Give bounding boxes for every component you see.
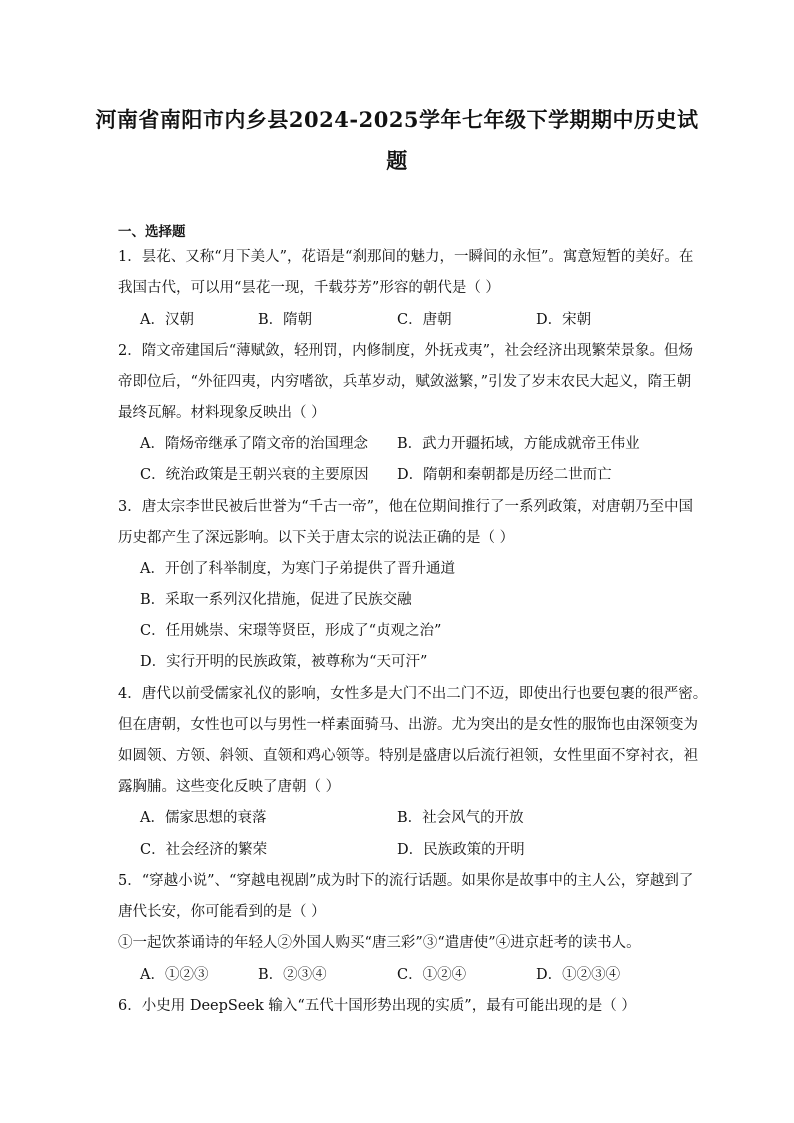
section-heading: 一、选择题 [118, 224, 186, 240]
q3-option-b: B．采取一系列汉化措施，促进了民族交融 [140, 592, 412, 608]
q5-option-c: C．①②④ [397, 967, 467, 983]
q6-stem-line-1: 6．小史用 DeepSeek 输入“五代十国形势出现的实质”，最有可能出现的是（ ） [118, 998, 636, 1014]
q2-stem-line-2: 帝即位后，“外征四夷，内穷嗜欲，兵革岁动，赋敛滋繁，”引发了岁末农民大起义，隋王朝 [118, 374, 692, 390]
q4-option-d: D．民族政策的开明 [397, 842, 525, 858]
q3-option-a: A．开创了科举制度，为寒门子弟提供了晋升通道 [140, 561, 455, 577]
q2-option-b: B．武力开疆拓域，方能成就帝王伟业 [397, 436, 640, 452]
exam-title-line-1: 河南省南阳市内乡县2024-2025学年七年级下学期期中历史试 [95, 107, 699, 132]
q4-option-c: C．社会经济的繁荣 [140, 842, 268, 858]
q1-stem-line-1: 1．昙花、又称“月下美人”，花语是“刹那间的魅力，一瞬间的永恒”。寓意短暂的美好。在 [118, 249, 694, 265]
q5-option-d: D．①②③④ [536, 967, 621, 983]
q4-option-b: B．社会风气的开放 [397, 810, 524, 826]
q5-stem-line-3: ①一起饮茶诵诗的年轻人②外国人购买“唐三彩”③“遣唐使”④进京赶考的读书人。 [118, 935, 641, 951]
q3-stem-line-1: 3．唐太宗李世民被后世誉为“千古一帝”，他在位期间推行了一系列政策，对唐朝乃至中国 [118, 499, 694, 515]
q4-stem-line-1: 4．唐代以前受儒家礼仪的影响，女性多是大门不出二门不迈，即使出行也要包裹的很严密。 [118, 686, 708, 702]
q3-stem-line-2: 历史都产生了深远影响。以下关于唐太宗的说法正确的是（ ） [118, 530, 515, 546]
q1-option-b: B．隋朝 [258, 312, 313, 328]
q4-stem-line-3: 如圆领、方领、斜领、直领和鸡心领等。特别是盛唐以后流行袒领，女性里面不穿衬衣，袒 [118, 748, 698, 764]
exam-title-line-2: 题 [386, 148, 408, 173]
q5-stem-line-2: 唐代长安，你可能看到的是（ ） [118, 904, 326, 920]
q1-option-d: D．宋朝 [536, 312, 592, 328]
q4-stem-line-4: 露胸脯。这些变化反映了唐朝（ ） [118, 779, 341, 795]
q5-option-b: B．②③④ [258, 967, 327, 983]
q2-stem-line-1: 2．隋文帝建国后“薄赋敛，轻刑罚，内修制度，外抚戎夷”，社会经济出现繁荣景象。但炀 [118, 343, 694, 359]
q2-option-d: D．隋朝和秦朝都是历经二世而亡 [397, 467, 612, 483]
q4-stem-line-2: 但在唐朝，女性也可以与男性一样素面骑马、出游。尤为突出的是女性的服饰也由深领变为 [118, 717, 698, 733]
q5-option-a: A．①②③ [140, 967, 209, 983]
q2-option-a: A．隋炀帝继承了隋文帝的治国理念 [140, 436, 368, 452]
q3-option-d: D．实行开明的民族政策，被尊称为“天可汗” [140, 654, 428, 670]
q4-option-a: A．儒家思想的衰落 [140, 810, 267, 826]
q2-option-c: C．统治政策是王朝兴衰的主要原因 [140, 467, 369, 483]
q1-option-c: C．唐朝 [397, 312, 452, 328]
q5-stem-line-1: 5．“穿越小说”、“穿越电视剧”成为时下的流行话题。如果你是故事中的主人公，穿越到了 [118, 873, 694, 889]
q3-option-c: C．任用姚崇、宋璟等贤臣，形成了“贞观之治” [140, 623, 442, 639]
q2-stem-line-3: 最终瓦解。材料现象反映出（ ） [118, 405, 326, 421]
q1-stem-line-2: 我国古代，可以用“昙花一现，千载芬芳”形容的朝代是（ ） [118, 280, 500, 296]
q1-option-a: A．汉朝 [140, 312, 194, 328]
